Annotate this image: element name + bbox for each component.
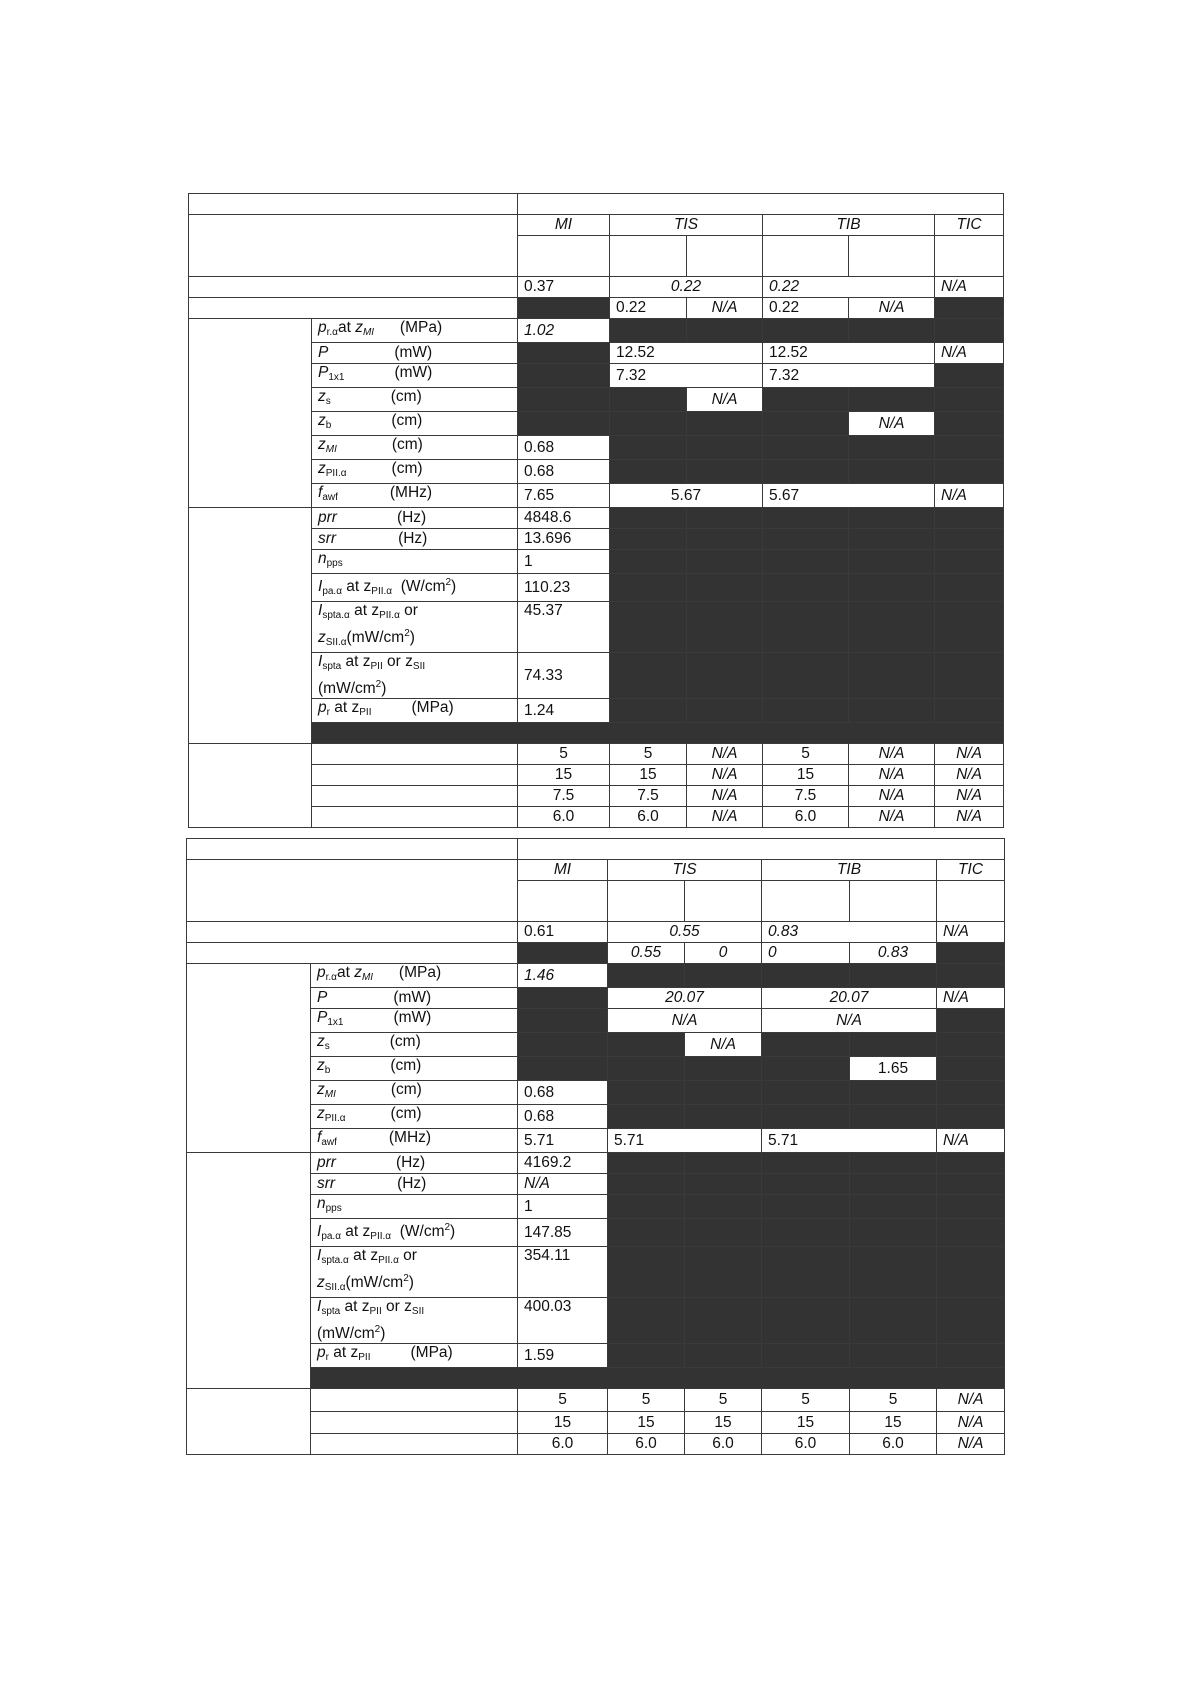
label-fawf: $f_{awf}$ (MHz): [311, 1129, 518, 1153]
header-row-top: [187, 839, 1005, 860]
mi-value: 0.37: [518, 277, 610, 298]
param-pr-alpha: [187, 964, 1005, 988]
label-zpii: $z_{PII.\alpha}$ (cm): [311, 1105, 518, 1129]
tis-nonscan-value: N/A: [687, 298, 763, 319]
P-tib-value: 12.52: [763, 343, 935, 364]
param-P: [189, 343, 1004, 364]
fawf-tic-value: N/A: [935, 484, 1004, 508]
fawf-tic-value: N/A: [937, 1129, 1005, 1153]
label-P: P (mW): [311, 988, 518, 1009]
pr-alpha-value: 1.02: [518, 319, 610, 343]
prr-value: 4169.2: [518, 1153, 608, 1174]
tis-scan-value: 0.22: [610, 298, 687, 319]
label-P1x1: $P_{1x1}$ (mW): [312, 364, 518, 388]
label-zmi: $z_{MI}$ (cm): [312, 436, 518, 460]
label-prr: prr (Hz): [311, 1153, 518, 1174]
component-value-row: [187, 943, 1005, 964]
label-ispta-alpha: $I_{spta.\alpha}$ at $z_{PII.\alpha}$ or $z_{SII.\alpha}(mW/cm^2)$: [312, 602, 518, 653]
P1x1-tib-value: N/A: [762, 1009, 937, 1033]
npps-value: 1: [518, 550, 610, 574]
ispta-value: 74.33: [518, 653, 610, 699]
tic-value: N/A: [937, 922, 1005, 943]
dark-separator-row: [189, 723, 1004, 744]
P-tic-value: N/A: [935, 343, 1004, 364]
param-zmi: [189, 436, 1004, 460]
label-ispta: $I_{spta}$ at $z_{PII}$ or $z_{SII}$ $(mW/cm^2)$: [311, 1298, 518, 1344]
acoustic-output-table-2: [186, 838, 1005, 1455]
tib-scan-value: 0: [762, 943, 850, 964]
ispta-value: 400.03: [518, 1298, 608, 1344]
label-zb: $z_b$ (cm): [312, 412, 518, 436]
other-prr: [189, 508, 1004, 529]
control-row-3: 7.5 7.5 N/A 7.5 N/A N/A: [189, 786, 1004, 807]
fawf-mi-value: 7.65: [518, 484, 610, 508]
pr-value: 1.24: [518, 699, 610, 723]
control-row-4: 6.0 6.0 N/A 6.0 N/A N/A: [189, 807, 1004, 828]
srr-value: 13.696: [518, 529, 610, 550]
P-tib-value: 20.07: [762, 988, 937, 1009]
acoustic-output-table-1: [188, 193, 1004, 828]
ipa-value: 147.85: [518, 1219, 608, 1247]
P1x1-tib-value: 7.32: [763, 364, 935, 388]
other-ispta: [189, 653, 1004, 699]
tis-header: TIS: [610, 215, 763, 236]
param-pr-alpha: [189, 319, 1004, 343]
param-fawf: [189, 484, 1004, 508]
zb-value: N/A: [849, 412, 935, 436]
fawf-tis-value: 5.71: [608, 1129, 762, 1153]
label-ispta-alpha: $I_{spta.\alpha}$ at $z_{PII.\alpha}$ or $z_{SII.\alpha}(mW/cm^2)$: [311, 1247, 518, 1298]
label-npps: $n_{pps}$: [312, 550, 518, 574]
tic-value: N/A: [935, 277, 1004, 298]
label-zpii: $z_{PII.\alpha}$ (cm): [312, 460, 518, 484]
P1x1-tis-value: N/A: [608, 1009, 762, 1033]
tis-value: 0.55: [608, 922, 762, 943]
zpii-value: 0.68: [518, 1105, 608, 1129]
P-tis-value: 12.52: [610, 343, 763, 364]
fawf-tis-value: 5.67: [610, 484, 763, 508]
zmi-value: 0.68: [518, 436, 610, 460]
label-ispta: $I_{spta}$ at $z_{PII}$ or $z_{SII}$ $(mW/cm^2)$: [312, 653, 518, 699]
P1x1-tis-value: 7.32: [610, 364, 763, 388]
other-srr: [189, 529, 1004, 550]
label-ipa: $I_{pa.\alpha}$ at $z_{PII.\alpha}$ $(W/cm^2)$: [312, 574, 518, 602]
header-row-index-names: [187, 860, 1005, 881]
label-ipa: $I_{pa.\alpha}$ at $z_{PII.\alpha}$ $(W/cm^2)$: [311, 1219, 518, 1247]
zmi-value: 0.68: [518, 1081, 608, 1105]
tib-scan-value: 0.22: [763, 298, 849, 319]
header-row-top: [189, 194, 1004, 215]
param-P1x1: [189, 364, 1004, 388]
tib-nonscan-value: N/A: [849, 298, 935, 319]
tis-nonscan-value: 0: [685, 943, 762, 964]
header-row-index-names: [189, 215, 1004, 236]
ispta-alpha-value: 45.37: [518, 602, 610, 653]
ispta-alpha-value: 354.11: [518, 1247, 608, 1298]
mi-header: MI: [518, 215, 610, 236]
mi-header: MI: [518, 860, 608, 881]
tis-scan-value: 0.55: [608, 943, 685, 964]
pr-alpha-value: 1.46: [518, 964, 608, 988]
control-row-1: 5 5 5 5 5 N/A: [187, 1389, 1005, 1412]
label-pr-alpha: $p_{r.\alpha}at$ $z_{MI}$ (MPa): [311, 964, 518, 988]
label-fawf: $f_{awf}$ (MHz): [312, 484, 518, 508]
other-npps: [189, 550, 1004, 574]
mi-value: 0.61: [518, 922, 608, 943]
zs-value: N/A: [685, 1033, 762, 1057]
fawf-tib-value: 5.71: [762, 1129, 937, 1153]
tib-nonscan-value: 0.83: [850, 943, 937, 964]
other-ipa: [189, 574, 1004, 602]
npps-value: 1: [518, 1195, 608, 1219]
index-value-row: [189, 277, 1004, 298]
other-pr: [189, 699, 1004, 723]
control-row-2: 15 15 15 15 15 N/A: [187, 1412, 1005, 1434]
tib-value: 0.22: [763, 277, 935, 298]
P-tic-value: N/A: [937, 988, 1005, 1009]
param-zpii: [189, 460, 1004, 484]
label-prr: prr (Hz): [312, 508, 518, 529]
index-value-row: [187, 922, 1005, 943]
control-row-2: 15 15 N/A 15 N/A N/A: [189, 765, 1004, 786]
tib-value: 0.83: [762, 922, 937, 943]
tib-header: TIB: [762, 860, 937, 881]
ipa-value: 110.23: [518, 574, 610, 602]
label-srr: srr (Hz): [312, 529, 518, 550]
label-pr: $p_r$ at $z_{PII}$ (MPa): [311, 1344, 518, 1368]
label-zs: $z_s$ (cm): [311, 1033, 518, 1057]
fawf-mi-value: 5.71: [518, 1129, 608, 1153]
param-zs: [189, 388, 1004, 412]
other-ispta-alpha: [189, 602, 1004, 653]
label-zb: $z_b$ (cm): [311, 1057, 518, 1081]
tib-header: TIB: [763, 215, 935, 236]
label-P: P (mW): [312, 343, 518, 364]
pr-value: 1.59: [518, 1344, 608, 1368]
label-pr-alpha: $p_{r.\alpha}at$ $z_{MI}$ (MPa): [312, 319, 518, 343]
tic-header: TIC: [935, 215, 1004, 236]
zb-value: 1.65: [850, 1057, 937, 1081]
control-row-1: 5 5 N/A 5 N/A N/A: [189, 744, 1004, 765]
label-zs: $z_s$ (cm): [312, 388, 518, 412]
label-P1x1: $P_{1x1}$ (mW): [311, 1009, 518, 1033]
label-srr: srr (Hz): [311, 1174, 518, 1195]
tis-value: 0.22: [610, 277, 763, 298]
prr-value: 4848.6: [518, 508, 610, 529]
control-row-3: 6.0 6.0 6.0 6.0 6.0 N/A: [187, 1434, 1005, 1455]
P-tis-value: 20.07: [608, 988, 762, 1009]
zs-value: N/A: [687, 388, 763, 412]
param-zb: [189, 412, 1004, 436]
tis-header: TIS: [608, 860, 762, 881]
label-zmi: $z_{MI}$ (cm): [311, 1081, 518, 1105]
tic-header: TIC: [937, 860, 1005, 881]
srr-value: N/A: [518, 1174, 608, 1195]
component-value-row: [189, 298, 1004, 319]
fawf-tib-value: 5.67: [763, 484, 935, 508]
zpii-value: 0.68: [518, 460, 610, 484]
label-npps: $n_{pps}$: [311, 1195, 518, 1219]
other-prr: [187, 1153, 1005, 1174]
label-pr: $p_r$ at $z_{PII}$ (MPa): [312, 699, 518, 723]
